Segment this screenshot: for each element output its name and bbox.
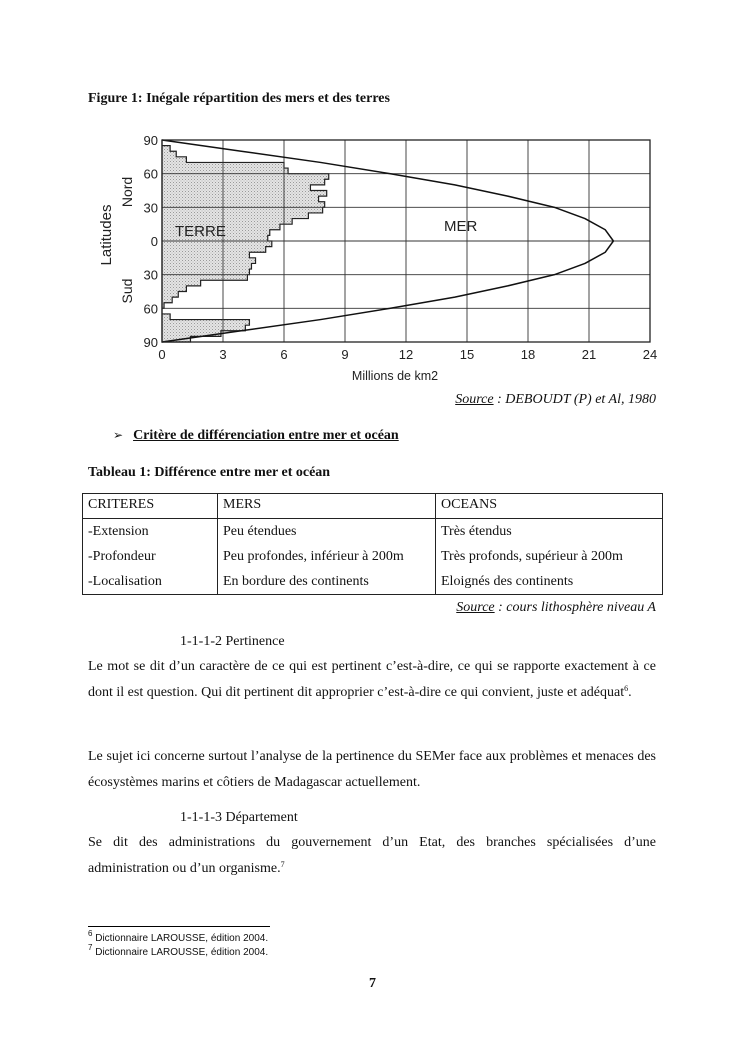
bullet-item: [113, 428, 399, 444]
paragraph-pertinence-subject: Le sujet ici concerne surtout l’analyse de la pertinence du SEMer face aux problèmes et menaces des écosystèmes marins et côtiers de Madagascar actuellement.: [88, 749, 656, 790]
y-tick-label: 60: [143, 166, 158, 182]
y-axis-label: Latitudes: [98, 204, 115, 266]
table-header-cell: OCEANS: [436, 494, 663, 519]
table-cell: En bordure des continents: [223, 574, 369, 589]
criteria-table: [82, 493, 663, 595]
x-axis-label: Millions de km2: [351, 369, 439, 383]
section-heading-departement: 1-1-1-3 Département: [180, 810, 298, 825]
table-title: Tableau 1: Différence entre mer et océan: [88, 465, 331, 480]
table-cell: Très étendus: [441, 524, 512, 539]
y-axis-label-south: Sud: [119, 278, 135, 304]
paragraph-pertinence-definition: Le mot se dit d’un caractère de ce qui est pertinent c’est-à-dire, ce qui se rapporte exactement à ce dont il est question. Qui dit pertinent dit approprier c’est-à-dire ce qui convient, juste et adéquat$^6$.: [88, 659, 656, 700]
x-tick-label: 9: [341, 347, 349, 362]
table-header-cell: CRITERES: [83, 494, 218, 519]
figure-source-text: : DEBOUDT (P) et Al, 1980: [493, 392, 656, 407]
land-label: TERRE: [175, 223, 226, 240]
x-tick-label: 0: [158, 347, 166, 362]
x-tick-label: 24: [642, 347, 658, 362]
page-number: 7: [369, 976, 376, 991]
oceans-column: [436, 519, 663, 595]
x-tick-label: 21: [581, 347, 597, 362]
footnote-text: Dictionnaire LAROUSSE, édition 2004.: [92, 947, 269, 958]
bullet-text: Critère de différenciation entre mer et océan: [133, 428, 399, 443]
table-cell: Eloignés des continents: [441, 574, 574, 589]
footnote-7: [88, 943, 269, 958]
x-tick-label: 6: [280, 347, 288, 362]
figure-source: [88, 392, 656, 408]
table-source: [88, 600, 656, 616]
y-axis-label-north: Nord: [119, 176, 135, 208]
y-tick-label: 60: [143, 301, 158, 317]
footnote-separator: [88, 926, 270, 927]
footnote-number: 7: [88, 943, 93, 952]
y-tick-label: 30: [143, 200, 158, 216]
paragraph-departement-definition: [88, 830, 656, 882]
figure-source-label: Source: [455, 392, 494, 407]
x-tick-label: 18: [520, 347, 536, 362]
table-cell: -Localisation: [88, 574, 162, 589]
table-header-row: [83, 494, 663, 519]
table-cell: Peu profondes, inférieur à 200m: [223, 549, 404, 564]
section-heading-pertinence: 1-1-1-2 Pertinence: [180, 634, 285, 649]
sea-label: MER: [444, 218, 478, 235]
table-source-text: : cours lithosphère niveau A: [494, 600, 656, 615]
mers-column: [218, 519, 436, 595]
paragraph-text: Le mot se dit d’un caractère de ce qui est pertinent c’est-à-dire, ce qui se rapporte exactement à ce dont il est question. Qui dit pertinent dit approprier c’est-à-dire ce qui convient, juste et adéquat: [88, 659, 656, 700]
footnote-ref: 6: [624, 684, 629, 693]
y-tick-label: 30: [143, 267, 158, 283]
footnote-number: 6: [88, 929, 93, 938]
y-tick-label: 0: [150, 234, 158, 249]
footnote-text: Dictionnaire LAROUSSE, édition 2004.: [92, 933, 269, 944]
x-tick-label: 15: [459, 347, 475, 362]
table-cell: -Profondeur: [88, 549, 156, 564]
table-cell: -Extension: [88, 524, 149, 539]
arrow-bullet-icon: ➢: [113, 428, 124, 442]
land-sea-distribution-chart: [95, 128, 665, 383]
x-tick-label: 3: [219, 347, 227, 362]
footnote-6: [88, 929, 269, 944]
table-cell: Peu étendues: [223, 524, 297, 539]
y-tick-label: 90: [143, 335, 158, 350]
table-cell: Très profonds, supérieur à 200m: [441, 549, 623, 564]
table-body-row: [83, 519, 663, 595]
x-tick-label: 12: [398, 347, 414, 362]
table-header-cell: MERS: [218, 494, 436, 519]
figure-title: Figure 1: Inégale répartition des mers et des terres: [88, 91, 390, 106]
criteria-column: [83, 519, 218, 595]
table-source-label: Source: [456, 600, 495, 615]
paragraph-text: Se dit des administrations du gouvernement d’un Etat, des branches spécialisées d’une administration ou d’un organisme.: [88, 835, 656, 876]
footnote-ref: 7: [280, 860, 285, 869]
y-tick-label: 90: [143, 133, 158, 148]
